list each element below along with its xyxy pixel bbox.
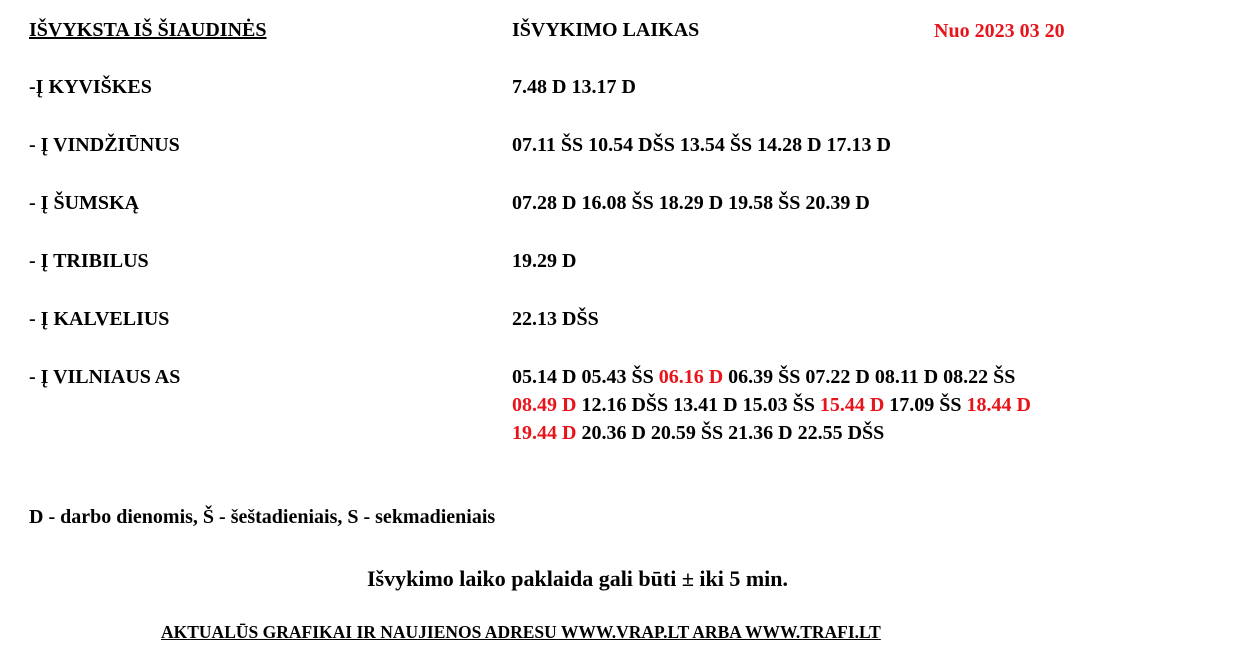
route-name-kyviskes: -Į KYVIŠKES bbox=[29, 76, 152, 98]
time-segment: 12.16 DŠS 13.41 D 15.03 ŠS bbox=[576, 394, 820, 416]
time-segment: 22.13 DŠS bbox=[512, 308, 599, 330]
time-highlighted: 06.16 D bbox=[658, 366, 724, 388]
time-segment: 05.14 D 05.43 ŠS bbox=[512, 366, 659, 388]
time-segment: 19.29 D bbox=[512, 250, 577, 272]
route-times-kyviskes bbox=[512, 73, 1132, 101]
schedule-legend: D - darbo dienomis, Š - šeštadieniais, S - sekmadieniais bbox=[29, 506, 496, 528]
route-times-kalvelius bbox=[512, 305, 1132, 333]
route-times-vindziunus bbox=[512, 131, 1132, 159]
time-segment: 06.39 ŠS 07.22 D 08.11 D 08.22 ŠS bbox=[723, 366, 1016, 388]
route-name-tribilus: - Į TRIBILUS bbox=[29, 250, 149, 272]
times-line bbox=[512, 419, 1132, 447]
route-name-kalvelius: - Į KALVELIUS bbox=[29, 308, 170, 330]
departure-time-tolerance-note: Išvykimo laiko paklaida gali būti ± iki 5 min. bbox=[367, 566, 789, 591]
times-line bbox=[512, 73, 1132, 101]
route-times-vilniaus-as bbox=[512, 363, 1132, 447]
time-segment: 07.11 ŠS 10.54 DŠS 13.54 ŠS 14.28 D 17.13 D bbox=[512, 134, 891, 156]
times-line bbox=[512, 247, 1132, 275]
times-line bbox=[512, 189, 1132, 217]
time-segment: 20.36 D 20.59 ŠS 21.36 D 22.55 DŠS bbox=[576, 422, 885, 444]
time-segment: 07.28 D 16.08 ŠS 18.29 D 19.58 ŠS 20.39 D bbox=[512, 192, 870, 214]
route-name-sumska: - Į ŠUMSKĄ bbox=[29, 192, 140, 214]
times-line bbox=[512, 305, 1132, 333]
times-line bbox=[512, 363, 1132, 391]
route-times-sumska bbox=[512, 189, 1132, 217]
valid-from-date: Nuo 2023 03 20 bbox=[934, 20, 1065, 42]
footer-website-link[interactable]: AKTUALŪS GRAFIKAI IR NAUJIENOS ADRESU WWW.VRAP.LT ARBA WWW.TRAFI.LT bbox=[161, 622, 881, 642]
time-highlighted: 08.49 D bbox=[512, 394, 577, 416]
route-name-vilniaus-as: - Į VILNIAUS AS bbox=[29, 366, 181, 388]
route-times-tribilus bbox=[512, 247, 1132, 275]
time-highlighted: 18.44 D bbox=[966, 394, 1031, 416]
time-highlighted: 19.44 D bbox=[512, 422, 577, 444]
time-highlighted: 15.44 D bbox=[819, 394, 885, 416]
times-line bbox=[512, 131, 1132, 159]
time-segment: 7.48 D 13.17 D bbox=[512, 76, 636, 98]
departure-origin-heading: IŠVYKSTA IŠ ŠIAUDINĖS bbox=[29, 19, 267, 41]
times-line bbox=[512, 391, 1132, 419]
route-name-vindziunus: - Į VINDŽIŪNUS bbox=[29, 134, 180, 156]
time-segment: 17.09 ŠS bbox=[884, 394, 967, 416]
departure-time-heading: IŠVYKIMO LAIKAS bbox=[512, 19, 700, 41]
